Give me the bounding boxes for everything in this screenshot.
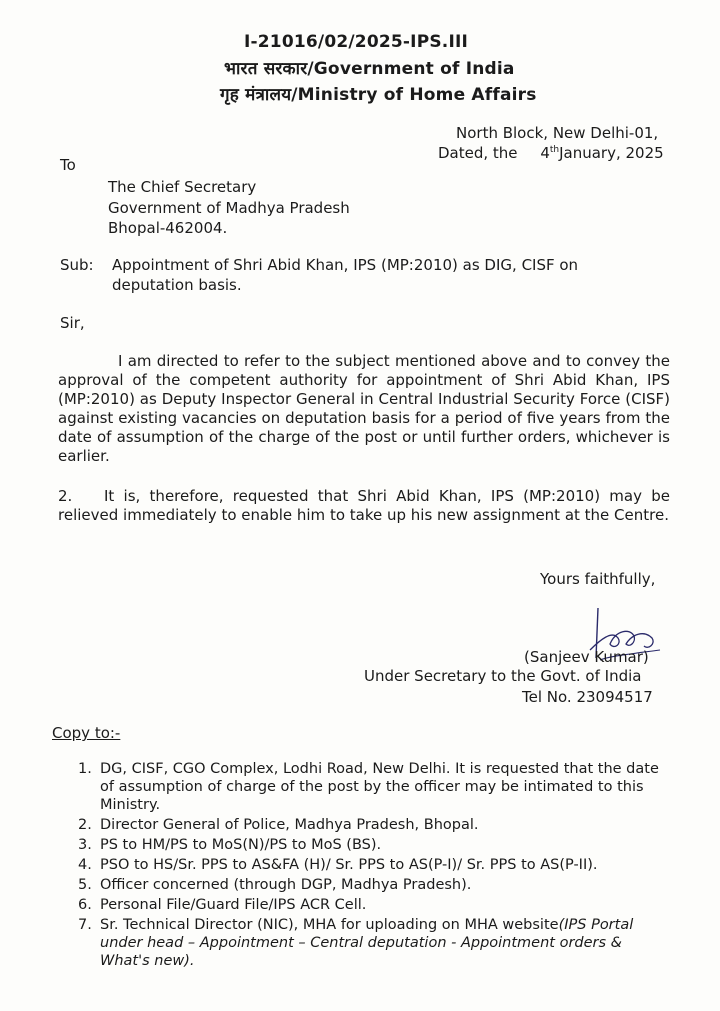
- list-item-text: Sr. Technical Director (NIC), MHA for uploading on MHA website: [100, 917, 559, 933]
- list-item-number: 2.: [78, 817, 92, 833]
- to-label: To: [60, 156, 76, 174]
- date-rest: January, 2025: [559, 144, 664, 162]
- file-number: I-21016/02/2025-IPS.III: [244, 32, 469, 52]
- list-item-number: 5.: [78, 877, 92, 893]
- list-item-number: 1.: [78, 761, 92, 777]
- subject-line-2: deputation basis.: [112, 276, 242, 294]
- list-item-text: DG, CISF, CGO Complex, Lodhi Road, New Delhi. It is requested that the date of assumption of charge of the post by the officer may be intimated to this Ministry.: [100, 761, 659, 813]
- closing: Yours faithfully,: [540, 570, 656, 588]
- signatory-name: (Sanjeev Kumar): [524, 648, 649, 666]
- list-item-text: Director General of Police, Madhya Pradesh, Bhopal.: [100, 817, 479, 833]
- government-title: भारत सरकार/Government of India: [224, 59, 515, 79]
- list-item: [78, 896, 668, 914]
- list-item-number: 3.: [78, 837, 92, 853]
- date-line: [438, 144, 664, 162]
- addressee-line-1: The Chief Secretary: [108, 178, 257, 196]
- copy-to-list: [78, 760, 668, 972]
- signatory-designation: Under Secretary to the Govt. of India: [364, 667, 642, 685]
- subject-line-1: Appointment of Shri Abid Khan, IPS (MP:2010) as DIG, CISF on: [112, 256, 579, 274]
- list-item-text: PSO to HS/Sr. PPS to AS&FA (H)/ Sr. PPS to AS(P-I)/ Sr. PPS to AS(P-II).: [100, 857, 598, 873]
- body-paragraph-2: [58, 487, 670, 525]
- list-item-number: 4.: [78, 857, 92, 873]
- place: North Block, New Delhi-01,: [456, 124, 659, 142]
- list-item-text: PS to HM/PS to MoS(N)/PS to MoS (BS).: [100, 837, 382, 853]
- list-item-text: Personal File/Guard File/IPS ACR Cell.: [100, 897, 367, 913]
- date-day: 4: [540, 144, 550, 162]
- list-item: [78, 760, 668, 814]
- list-item: [78, 876, 668, 894]
- list-item-number: 7.: [78, 917, 92, 933]
- list-item: [78, 856, 668, 874]
- paragraph-2-text: It is, therefore, requested that Shri Abid Khan, IPS (MP:2010) may be relieved immediately to enable him to take up his new assignment at the Centre.: [58, 487, 670, 524]
- list-item-text: Officer concerned (through DGP, Madhya Pradesh).: [100, 877, 472, 893]
- list-item: [78, 836, 668, 854]
- list-item: [78, 916, 668, 970]
- list-item-italic-text: (IPS Portal under head – Appointment – Central deputation - Appointment orders & What's new).: [100, 917, 634, 969]
- subject-label: Sub:: [60, 256, 94, 274]
- date-suffix: th: [549, 145, 560, 155]
- addressee-line-3: Bhopal-462004.: [108, 219, 228, 237]
- paragraph-2-number: 2.: [58, 487, 73, 505]
- body-paragraph-1: I am directed to refer to the subject mentioned above and to convey the approval of the competent authority for appointment of Shri Abid Khan, IPS (MP:2010) as Deputy Inspector General in Central Industrial Security Force (CISF) against existing vacancies on deputation basis for a period of five years from the date of assumption of the charge of the post or until further orders, whichever is earlier.: [58, 352, 670, 465]
- ministry-title: गृह मंत्रालय/Ministry of Home Affairs: [220, 85, 537, 105]
- addressee-line-2: Government of Madhya Pradesh: [108, 199, 350, 217]
- copy-to-label: Copy to:-: [52, 724, 121, 742]
- salutation: Sir,: [60, 314, 85, 332]
- signatory-tel: Tel No. 23094517: [522, 688, 653, 706]
- list-item: [78, 816, 668, 834]
- list-item-number: 6.: [78, 897, 92, 913]
- date-prefix: Dated, the: [438, 144, 518, 162]
